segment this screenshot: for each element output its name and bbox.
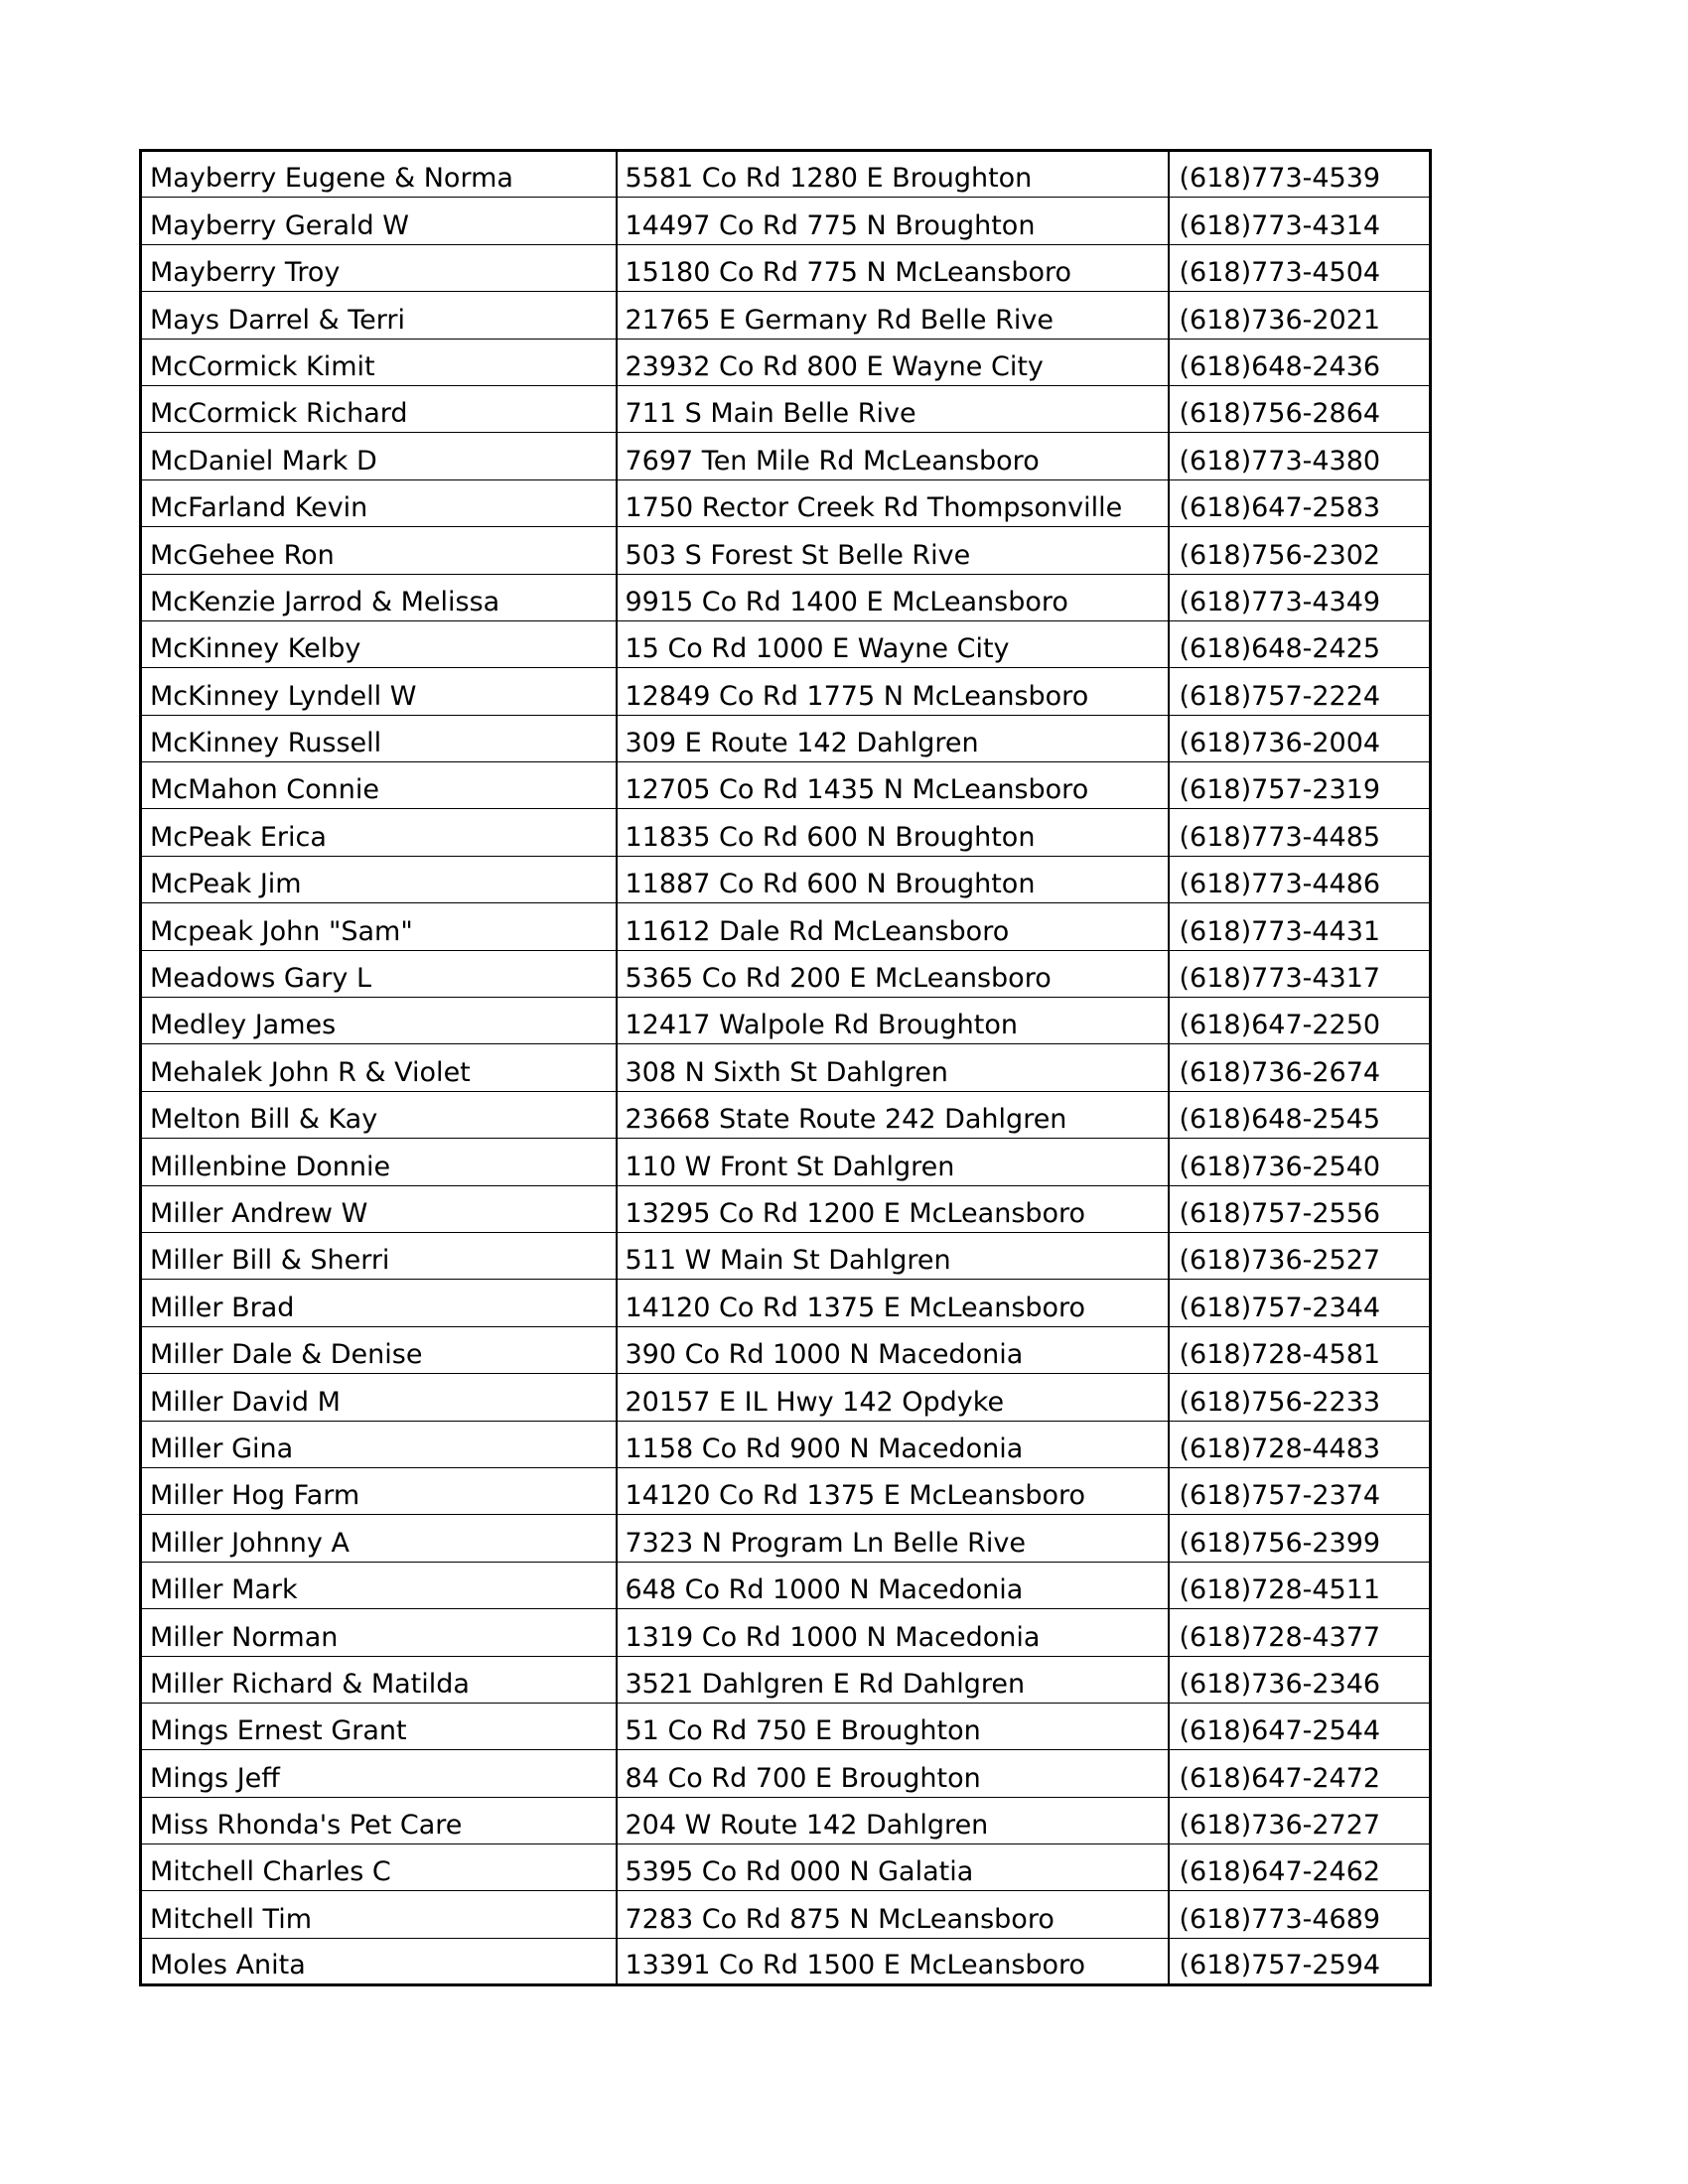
listing-phone: (618)756-2864 xyxy=(1169,385,1431,432)
listing-name: Melton Bill & Kay xyxy=(141,1091,617,1138)
listing-phone: (618)756-2399 xyxy=(1169,1515,1431,1562)
listing-name: Miss Rhonda's Pet Care xyxy=(141,1797,617,1843)
listing-phone: (618)757-2594 xyxy=(1169,1938,1431,1984)
listing-name: Miller Gina xyxy=(141,1421,617,1467)
listing-address: 5365 Co Rd 200 E McLeansboro xyxy=(617,950,1169,997)
listing-phone: (618)756-2233 xyxy=(1169,1374,1431,1421)
listing-name: Mayberry Troy xyxy=(141,244,617,291)
listing-address: 14120 Co Rd 1375 E McLeansboro xyxy=(617,1280,1169,1326)
listing-name: Miller David M xyxy=(141,1374,617,1421)
listing-name: Miller Andrew W xyxy=(141,1185,617,1232)
listing-name: McPeak Jim xyxy=(141,856,617,902)
table-row xyxy=(141,1938,1431,1984)
listing-address: 15 Co Rd 1000 E Wayne City xyxy=(617,620,1169,667)
listing-phone: (618)757-2556 xyxy=(1169,1185,1431,1232)
listing-address: 11887 Co Rd 600 N Broughton xyxy=(617,856,1169,902)
listing-name: Miller Johnny A xyxy=(141,1515,617,1562)
listing-name: Moles Anita xyxy=(141,1938,617,1984)
table-row xyxy=(141,1232,1431,1279)
table-row xyxy=(141,1844,1431,1891)
table-row xyxy=(141,1797,1431,1843)
listing-phone: (618)736-2021 xyxy=(1169,292,1431,339)
listing-name: McKinney Lyndell W xyxy=(141,668,617,715)
listing-name: McMahon Connie xyxy=(141,762,617,809)
listing-phone: (618)647-2472 xyxy=(1169,1750,1431,1797)
listing-phone: (618)648-2436 xyxy=(1169,339,1431,385)
listing-name: Miller Brad xyxy=(141,1280,617,1326)
listing-address: 13295 Co Rd 1200 E McLeansboro xyxy=(617,1185,1169,1232)
table-row xyxy=(141,1703,1431,1749)
table-row xyxy=(141,903,1431,950)
listing-name: Miller Norman xyxy=(141,1609,617,1656)
listing-address: 390 Co Rd 1000 N Macedonia xyxy=(617,1326,1169,1373)
listing-address: 12705 Co Rd 1435 N McLeansboro xyxy=(617,762,1169,809)
listing-name: Mehalek John R & Violet xyxy=(141,1044,617,1091)
table-row xyxy=(141,1656,1431,1703)
listing-phone: (618)773-4504 xyxy=(1169,244,1431,291)
listing-phone: (618)736-2346 xyxy=(1169,1656,1431,1703)
table-row xyxy=(141,1280,1431,1326)
listing-name: Meadows Gary L xyxy=(141,950,617,997)
listing-name: Mayberry Gerald W xyxy=(141,198,617,244)
listing-phone: (618)736-2004 xyxy=(1169,715,1431,761)
listing-address: 21765 E Germany Rd Belle Rive xyxy=(617,292,1169,339)
listing-phone: (618)736-2527 xyxy=(1169,1232,1431,1279)
table-row xyxy=(141,1326,1431,1373)
listing-phone: (618)736-2540 xyxy=(1169,1139,1431,1185)
table-row xyxy=(141,574,1431,620)
listing-address: 23932 Co Rd 800 E Wayne City xyxy=(617,339,1169,385)
listing-phone: (618)736-2674 xyxy=(1169,1044,1431,1091)
table-row xyxy=(141,1750,1431,1797)
listing-address: 12849 Co Rd 1775 N McLeansboro xyxy=(617,668,1169,715)
table-row xyxy=(141,668,1431,715)
listing-name: Miller Hog Farm xyxy=(141,1467,617,1514)
table-row xyxy=(141,998,1431,1044)
listing-phone: (618)773-4317 xyxy=(1169,950,1431,997)
table-row xyxy=(141,244,1431,291)
listing-address: 5395 Co Rd 000 N Galatia xyxy=(617,1844,1169,1891)
listing-address: 51 Co Rd 750 E Broughton xyxy=(617,1703,1169,1749)
listing-phone: (618)773-4349 xyxy=(1169,574,1431,620)
table-row xyxy=(141,1562,1431,1608)
listing-phone: (618)757-2319 xyxy=(1169,762,1431,809)
table-row xyxy=(141,620,1431,667)
listing-phone: (618)647-2544 xyxy=(1169,1703,1431,1749)
table-row xyxy=(141,433,1431,479)
listing-address: 1158 Co Rd 900 N Macedonia xyxy=(617,1421,1169,1467)
listing-address: 711 S Main Belle Rive xyxy=(617,385,1169,432)
listing-name: Mcpeak John "Sam" xyxy=(141,903,617,950)
listing-name: Medley James xyxy=(141,998,617,1044)
listing-phone: (618)773-4486 xyxy=(1169,856,1431,902)
listing-address: 308 N Sixth St Dahlgren xyxy=(617,1044,1169,1091)
table-row xyxy=(141,1185,1431,1232)
table-row xyxy=(141,1374,1431,1421)
listing-address: 84 Co Rd 700 E Broughton xyxy=(617,1750,1169,1797)
listing-name: Mayberry Eugene & Norma xyxy=(141,151,617,198)
listing-address: 11612 Dale Rd McLeansboro xyxy=(617,903,1169,950)
listing-name: Millenbine Donnie xyxy=(141,1139,617,1185)
listing-phone: (618)728-4511 xyxy=(1169,1562,1431,1608)
listing-phone: (618)757-2374 xyxy=(1169,1467,1431,1514)
listing-address: 7283 Co Rd 875 N McLeansboro xyxy=(617,1891,1169,1938)
table-row xyxy=(141,385,1431,432)
listing-name: McFarland Kevin xyxy=(141,479,617,526)
listing-phone: (618)773-4431 xyxy=(1169,903,1431,950)
listing-phone: (618)773-4380 xyxy=(1169,433,1431,479)
listing-name: Mings Ernest Grant xyxy=(141,1703,617,1749)
listing-name: McDaniel Mark D xyxy=(141,433,617,479)
listing-name: Mings Jeff xyxy=(141,1750,617,1797)
listing-name: McKinney Russell xyxy=(141,715,617,761)
table-row xyxy=(141,715,1431,761)
listing-phone: (618)757-2224 xyxy=(1169,668,1431,715)
listing-address: 7697 Ten Mile Rd McLeansboro xyxy=(617,433,1169,479)
listing-name: McCormick Kimit xyxy=(141,339,617,385)
listing-address: 13391 Co Rd 1500 E McLeansboro xyxy=(617,1938,1169,1984)
listing-name: McKinney Kelby xyxy=(141,620,617,667)
listing-address: 1750 Rector Creek Rd Thompsonville xyxy=(617,479,1169,526)
listing-phone: (618)647-2462 xyxy=(1169,1844,1431,1891)
table-row xyxy=(141,527,1431,574)
listing-address: 1319 Co Rd 1000 N Macedonia xyxy=(617,1609,1169,1656)
table-row xyxy=(141,1515,1431,1562)
listing-phone: (618)647-2583 xyxy=(1169,479,1431,526)
directory-table xyxy=(139,149,1432,1986)
listing-address: 14497 Co Rd 775 N Broughton xyxy=(617,198,1169,244)
listing-phone: (618)728-4581 xyxy=(1169,1326,1431,1373)
table-row xyxy=(141,1421,1431,1467)
listing-phone: (618)728-4377 xyxy=(1169,1609,1431,1656)
listing-name: Miller Richard & Matilda xyxy=(141,1656,617,1703)
listing-address: 20157 E IL Hwy 142 Opdyke xyxy=(617,1374,1169,1421)
table-row xyxy=(141,1139,1431,1185)
table-row xyxy=(141,762,1431,809)
table-row xyxy=(141,1044,1431,1091)
listing-address: 503 S Forest St Belle Rive xyxy=(617,527,1169,574)
listing-name: McPeak Erica xyxy=(141,809,617,856)
listing-name: McGehee Ron xyxy=(141,527,617,574)
listing-name: Miller Bill & Sherri xyxy=(141,1232,617,1279)
table-row xyxy=(141,1467,1431,1514)
table-row xyxy=(141,198,1431,244)
listing-phone: (618)773-4689 xyxy=(1169,1891,1431,1938)
listing-address: 15180 Co Rd 775 N McLeansboro xyxy=(617,244,1169,291)
listing-phone: (618)756-2302 xyxy=(1169,527,1431,574)
listing-address: 309 E Route 142 Dahlgren xyxy=(617,715,1169,761)
listing-address: 511 W Main St Dahlgren xyxy=(617,1232,1169,1279)
listing-phone: (618)773-4485 xyxy=(1169,809,1431,856)
listing-phone: (618)648-2425 xyxy=(1169,620,1431,667)
listing-name: Mitchell Charles C xyxy=(141,1844,617,1891)
listing-address: 3521 Dahlgren E Rd Dahlgren xyxy=(617,1656,1169,1703)
listing-address: 648 Co Rd 1000 N Macedonia xyxy=(617,1562,1169,1608)
table-row xyxy=(141,339,1431,385)
table-row xyxy=(141,1609,1431,1656)
listing-address: 7323 N Program Ln Belle Rive xyxy=(617,1515,1169,1562)
listing-name: Miller Mark xyxy=(141,1562,617,1608)
listing-name: McKenzie Jarrod & Melissa xyxy=(141,574,617,620)
table-row xyxy=(141,809,1431,856)
table-row xyxy=(141,151,1431,198)
listing-address: 5581 Co Rd 1280 E Broughton xyxy=(617,151,1169,198)
listing-name: Mays Darrel & Terri xyxy=(141,292,617,339)
listing-address: 11835 Co Rd 600 N Broughton xyxy=(617,809,1169,856)
table-row xyxy=(141,856,1431,902)
listing-name: Mitchell Tim xyxy=(141,1891,617,1938)
table-row xyxy=(141,479,1431,526)
listing-name: Miller Dale & Denise xyxy=(141,1326,617,1373)
listing-address: 23668 State Route 242 Dahlgren xyxy=(617,1091,1169,1138)
table-row xyxy=(141,1091,1431,1138)
listing-name: McCormick Richard xyxy=(141,385,617,432)
listing-address: 14120 Co Rd 1375 E McLeansboro xyxy=(617,1467,1169,1514)
listing-address: 110 W Front St Dahlgren xyxy=(617,1139,1169,1185)
table-row xyxy=(141,950,1431,997)
listing-phone: (618)757-2344 xyxy=(1169,1280,1431,1326)
listing-phone: (618)728-4483 xyxy=(1169,1421,1431,1467)
listing-phone: (618)773-4314 xyxy=(1169,198,1431,244)
table-row xyxy=(141,292,1431,339)
listing-phone: (618)773-4539 xyxy=(1169,151,1431,198)
listing-phone: (618)648-2545 xyxy=(1169,1091,1431,1138)
listing-address: 12417 Walpole Rd Broughton xyxy=(617,998,1169,1044)
listing-address: 204 W Route 142 Dahlgren xyxy=(617,1797,1169,1843)
listing-address: 9915 Co Rd 1400 E McLeansboro xyxy=(617,574,1169,620)
directory-table-body xyxy=(141,151,1431,1985)
table-row xyxy=(141,1891,1431,1938)
listing-phone: (618)736-2727 xyxy=(1169,1797,1431,1843)
listing-phone: (618)647-2250 xyxy=(1169,998,1431,1044)
